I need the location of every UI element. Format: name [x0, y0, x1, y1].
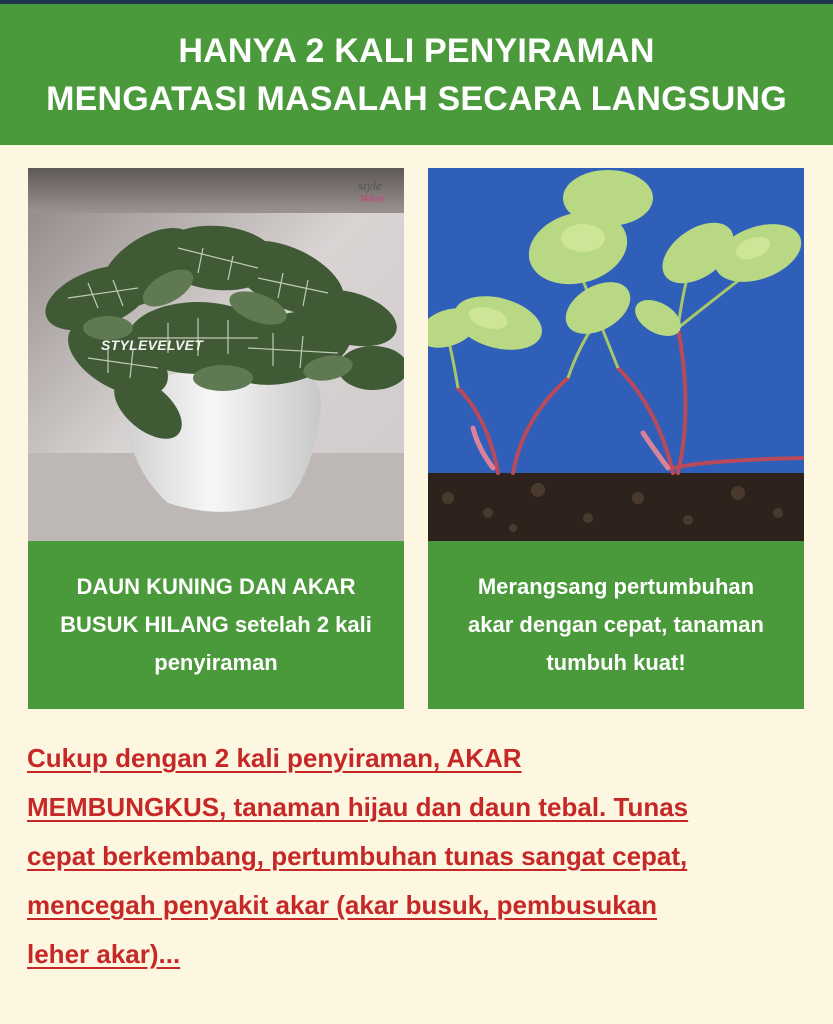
description-link[interactable]: [27, 734, 807, 979]
seedling-roots-image: [428, 168, 804, 541]
caption-line: akar dengan cepat, tanaman: [468, 612, 764, 637]
style-velvet-logo-bottom: Velvet: [360, 194, 384, 205]
description-line[interactable]: MEMBUNGKUS, tanaman hijau dan daun tebal. Tunas: [27, 792, 689, 822]
description-line[interactable]: cepat berkembang, pertumbuhan tunas sangat cepat,: [27, 841, 688, 871]
style-velvet-logo-top: style: [358, 178, 382, 193]
caption-line: DAUN KUNING DAN AKAR: [76, 574, 356, 599]
headline-banner: [0, 4, 833, 145]
caption-line: tumbuh kuat!: [546, 650, 686, 675]
caption-line: Merangsang pertumbuhan: [477, 574, 755, 599]
benefit-card-1: [28, 168, 404, 709]
description-line[interactable]: Cukup dengan 2 kali penyiraman, AKAR: [27, 743, 522, 773]
caption-line: BUSUK HILANG setelah 2 kali: [60, 612, 372, 637]
benefit-card-2-caption: [428, 541, 804, 709]
potted-plant-image: [28, 168, 404, 541]
description-line[interactable]: mencegah penyakit akar (akar busuk, pembusukan: [27, 890, 658, 920]
benefit-card-1-caption: [28, 541, 404, 709]
benefit-card-2: [428, 168, 804, 709]
headline-line-1: HANYA 2 KALI PENYIRAMAN: [178, 31, 655, 70]
description-line[interactable]: leher akar)...: [27, 939, 181, 969]
caption-line: penyiraman: [154, 650, 278, 675]
headline-line-2: MENGATASI MASALAH SECARA LANGSUNG: [46, 79, 787, 118]
stylevelvet-watermark: STYLEVELVET: [101, 337, 204, 353]
